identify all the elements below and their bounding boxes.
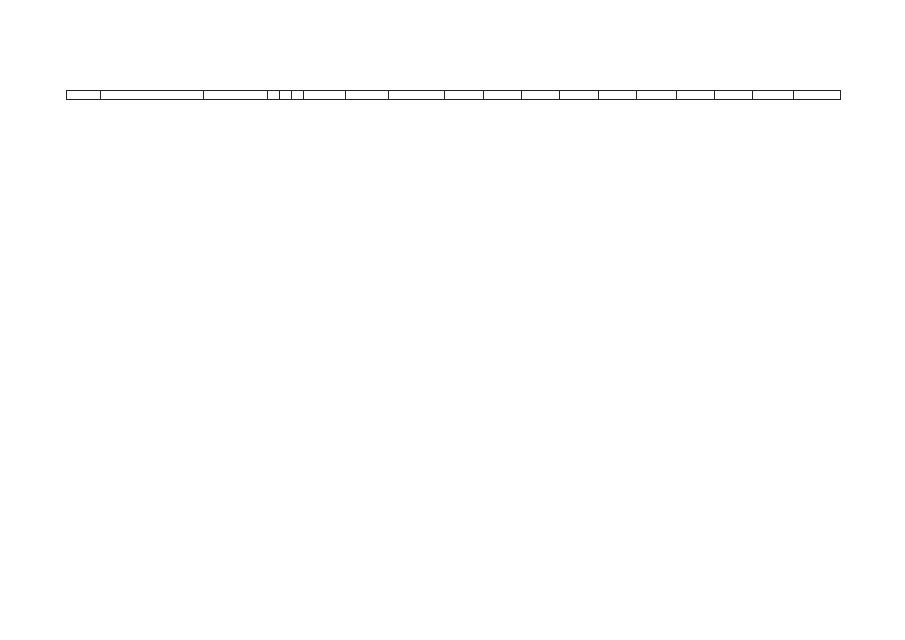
column-header	[388, 91, 444, 100]
budget-table	[66, 90, 841, 100]
column-header	[598, 91, 636, 100]
column-header	[715, 91, 753, 100]
column-header	[636, 91, 676, 100]
column-header	[101, 91, 204, 100]
column-header	[280, 91, 292, 100]
column-header	[676, 91, 714, 100]
header-row	[67, 91, 841, 100]
column-header	[67, 91, 101, 100]
column-header	[484, 91, 522, 100]
column-header	[304, 91, 346, 100]
column-header	[753, 91, 793, 100]
column-header	[444, 91, 483, 100]
column-header	[268, 91, 280, 100]
column-header	[522, 91, 560, 100]
column-header	[793, 91, 840, 100]
column-header	[346, 91, 388, 100]
column-header	[203, 91, 267, 100]
column-header	[292, 91, 304, 100]
column-header	[560, 91, 598, 100]
